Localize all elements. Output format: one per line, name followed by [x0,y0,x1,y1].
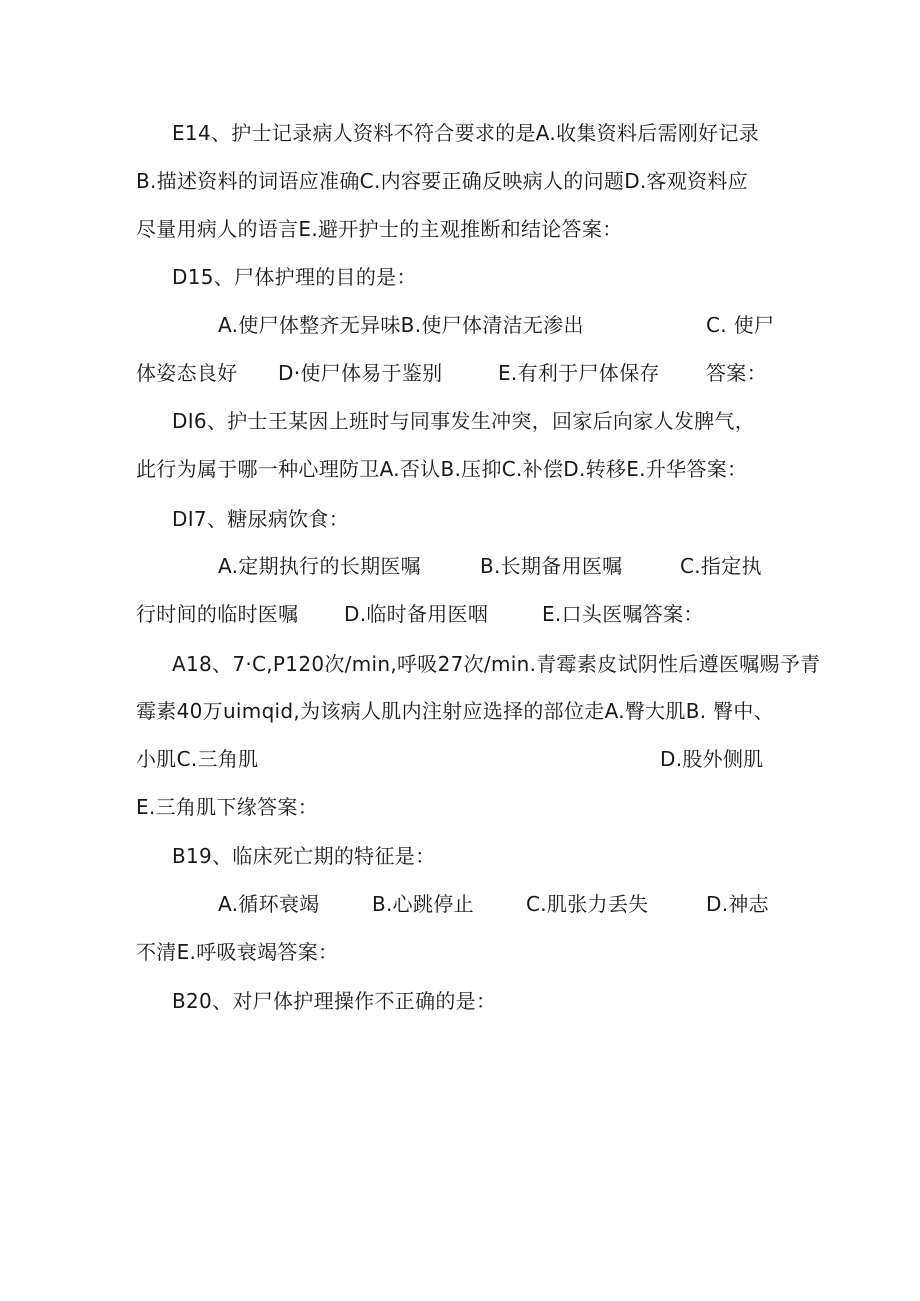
q19-stem: B19、临床死亡期的特征是： [172,844,436,868]
q19-option-d: D.神志 [706,892,769,916]
q19-option-c: C.肌张力丢失 [526,892,649,916]
q18-option-e: E.三角肌下缘答案： [136,795,318,819]
q18-option-c: 小肌C.三角肌 [136,747,259,771]
q17-option-e: E.口头医嘱答案： [542,602,704,626]
q16-line-1: DI6、护士王某因上班时与同事发生冲突，回家后向家人发脾气， [172,409,756,433]
q17-option-a: A.定期执行的长期医嘱 [218,554,421,578]
q17-option-c: C.指定执 [680,554,762,578]
q17-stem: DI7、糖尿病饮食： [172,507,350,531]
q15-option-c-cont: 体姿态良好 [136,361,238,385]
q16-line-2: 此行为属于哪一种心理防卫A.否认B.压抑C.补偿D.转移E.升华答案： [136,457,748,481]
q15-stem: D15、尸体护理的目的是： [172,265,417,289]
q18-line-2: 霉素40万uimqid,为该病人肌内注射应选择的部位走A.臀大肌B. 臀中、 [136,699,774,723]
q19-option-a: A.循环衰竭 [218,892,320,916]
q15-option-e: E.有利于尸体保存 [498,361,660,385]
q15-option-d: D·使尸体易于鉴别 [278,361,443,385]
q14-line-3: 尽量用病人的语言E.避开护士的主观推断和结论答案： [136,217,623,241]
q19-line-2: 不清E.呼吸衰竭答案： [136,940,339,964]
q18-line-1: A18、7·C,P120次/min,呼吸27次/min.青霉素皮试阴性后遵医嘱赐予青 [172,652,821,676]
q15-answer: 答案： [706,361,767,385]
q19-option-b: B.心跳停止 [372,892,474,916]
q14-line-1: E14、护士记录病人资料不符合要求的是A.收集资料后需刚好记录 [172,121,760,145]
q17-option-b: B.长期备用医嘱 [480,554,623,578]
q17-option-c-cont: 行时间的临时医嘱 [136,602,299,626]
q17-option-d: D.临时备用医咽 [344,602,489,626]
q20-stem: B20、对尸体护理操作不正确的是： [172,989,497,1013]
q14-line-2: B.描述资料的词语应准确C.内容要正确反映病人的问题D.客观资料应 [136,169,749,193]
q15-option-c: C. 使尸 [706,313,775,337]
q18-option-d: D.股外侧肌 [660,747,764,771]
q15-options-ab: A.使尸体整齐无异味B.使尸体清洁无渗出 [218,313,584,337]
